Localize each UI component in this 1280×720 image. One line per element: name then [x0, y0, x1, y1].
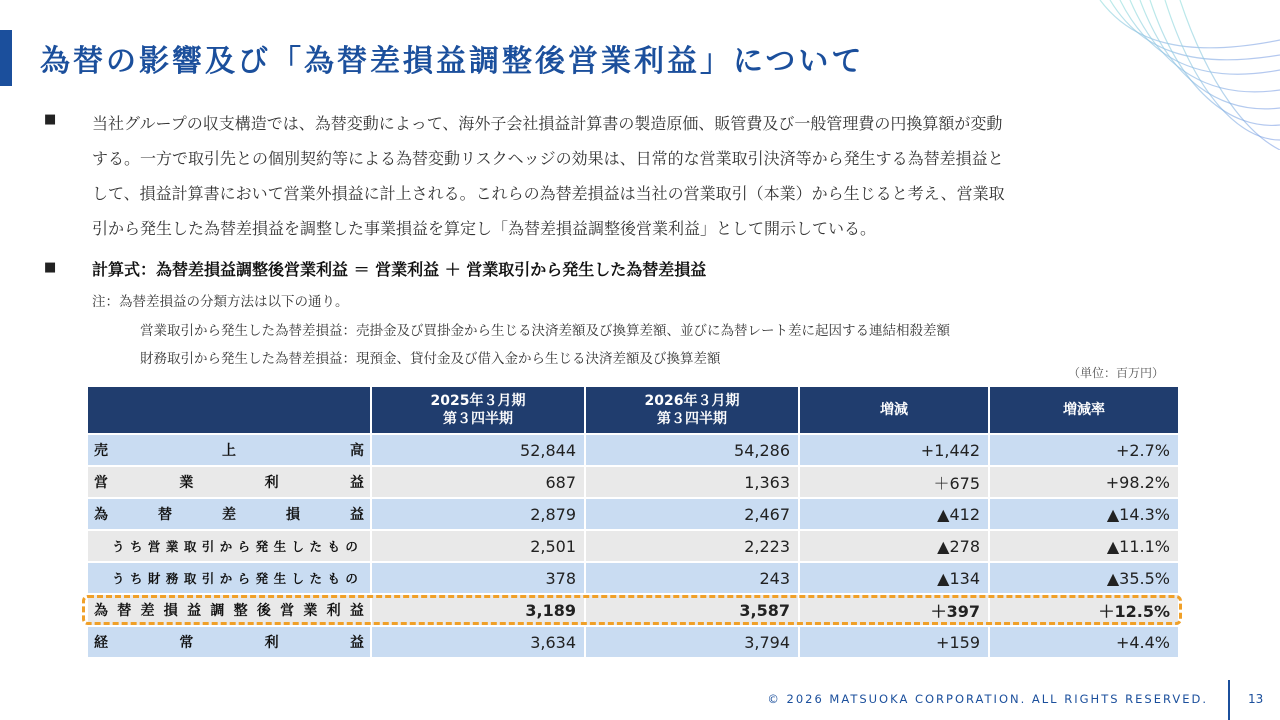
table-row — [87, 594, 1179, 626]
note-financial: 財務取引から発生した為替差損益：現預金、貸付金及び借入金から生じる決済差額及び換算差額 — [140, 351, 721, 367]
value-cell: ▲35.5% — [989, 562, 1179, 594]
label-char: 引 — [201, 571, 215, 586]
value-cell: +98.2% — [989, 466, 1179, 498]
label-char: 益 — [349, 635, 364, 651]
value-cell: 378 — [371, 562, 585, 594]
value-cell: +4.4% — [989, 626, 1179, 658]
header-text: 第３四半期 — [657, 411, 727, 427]
value-cell: 2,223 — [585, 530, 799, 562]
header-change: 増減 — [799, 386, 989, 434]
value-cell: 54,286 — [585, 434, 799, 466]
label-char: 生 — [273, 539, 287, 554]
value-cell: 243 — [585, 562, 799, 594]
table-row — [87, 530, 1179, 562]
page-title: 為替の影響及び「為替差損益調整後営業利益」について — [40, 44, 865, 79]
label-char: た — [309, 539, 322, 554]
label-char: 営 — [94, 475, 108, 491]
row-label-text — [94, 504, 364, 524]
fx-adjusted-profit-table — [86, 385, 1180, 659]
label-char: か — [219, 571, 233, 586]
label-char: 務 — [165, 571, 179, 586]
label-char: 為 — [94, 603, 108, 619]
value-cell: +1,442 — [799, 434, 989, 466]
label-char: 益 — [187, 603, 202, 619]
label-char: 利 — [326, 603, 341, 619]
description-paragraph — [92, 106, 1172, 246]
value-cell: ＋675 — [799, 466, 989, 498]
label-char: 替 — [158, 507, 172, 523]
copyright-footer: © 2026 MATSUOKA CORPORATION. ALL RIGHTS RESERVED. — [767, 692, 1208, 706]
paragraph-line: する。一方で取引先との個別契約等による為替変動リスクヘッジの効果は、日常的な営業取引決済等から発生する為替差損益と — [92, 149, 1004, 168]
value-cell: 52,844 — [371, 434, 585, 466]
value-cell: ▲412 — [799, 498, 989, 530]
label-char: 利 — [264, 475, 279, 491]
bullet-icon: ■ — [44, 112, 57, 127]
row-label — [87, 626, 371, 658]
label-char: 損 — [286, 507, 300, 523]
row-label — [87, 594, 371, 626]
label-char: 益 — [349, 475, 364, 491]
label-char: 益 — [349, 603, 364, 619]
row-label — [87, 434, 371, 466]
label-char: も — [327, 571, 340, 586]
label-char: の — [345, 571, 358, 586]
label-char: ら — [237, 539, 251, 554]
row-label — [87, 530, 371, 562]
header-text: 第３四半期 — [443, 411, 513, 427]
label-char: 替 — [117, 603, 132, 619]
header-change-rate: 増減率 — [989, 386, 1179, 434]
table-row — [87, 466, 1179, 498]
row-label-text — [94, 600, 364, 620]
footer-divider — [1228, 680, 1230, 720]
bullet-icon: ■ — [44, 260, 57, 275]
paragraph-line: 引から発生した為替差損益を調整した事業損益を算定し「為替差損益調整後営業利益」として開示している。 — [92, 219, 877, 238]
value-cell: 2,501 — [371, 530, 585, 562]
value-cell: 2,879 — [371, 498, 585, 530]
value-cell: 3,794 — [585, 626, 799, 658]
value-cell: +2.7% — [989, 434, 1179, 466]
table-row — [87, 498, 1179, 530]
label-char: ら — [237, 571, 251, 586]
label-char: 整 — [233, 603, 248, 619]
header-fy2025 — [371, 386, 585, 434]
label-char: か — [219, 539, 233, 554]
table-row — [87, 434, 1179, 466]
row-label — [87, 498, 371, 530]
label-char: の — [345, 539, 358, 554]
label-char: 業 — [303, 603, 318, 619]
label-char: 引 — [201, 539, 215, 554]
label-char: う — [112, 539, 125, 554]
label-char: し — [291, 571, 305, 586]
label-char: 業 — [179, 475, 194, 491]
label-char: 為 — [94, 507, 108, 523]
value-cell: 687 — [371, 466, 585, 498]
label-char: 差 — [140, 603, 155, 619]
label-char: 業 — [165, 539, 179, 554]
header-text: 2026年３月期 — [644, 393, 740, 409]
label-char: た — [309, 571, 322, 586]
value-cell: ▲134 — [799, 562, 989, 594]
label-char: ち — [129, 539, 143, 554]
value-cell: 3,634 — [371, 626, 585, 658]
label-char: し — [291, 539, 305, 554]
value-cell: 3,587 — [585, 594, 799, 626]
label-char: 損 — [163, 603, 178, 619]
label-char: 差 — [222, 507, 236, 523]
value-cell: 3,189 — [371, 594, 585, 626]
label-char: 売 — [94, 443, 108, 459]
label-char: も — [327, 539, 340, 554]
unit-label: （単位：百万円） — [1067, 366, 1164, 380]
label-char: 発 — [255, 571, 269, 586]
label-char: 発 — [255, 539, 269, 554]
note-intro: 注：為替差損益の分類方法は以下の通り。 — [92, 294, 349, 310]
formula-text: 計算式：為替差損益調整後営業利益 ＝ 営業利益 ＋ 営業取引から発生した為替差損益 — [92, 260, 707, 279]
row-label-text — [94, 632, 364, 652]
paragraph-line: 当社グループの収支構造では、為替変動によって、海外子会社損益計算書の製造原価、販管費及び一般管理費の円換算額が変動 — [92, 114, 1003, 133]
label-char: 取 — [183, 571, 197, 586]
row-label-text — [94, 440, 364, 460]
table-header-row — [87, 386, 1179, 434]
row-label-text — [94, 569, 364, 587]
label-char: 高 — [350, 443, 364, 459]
value-cell: ▲14.3% — [989, 498, 1179, 530]
row-label — [87, 466, 371, 498]
row-label-text — [94, 472, 364, 492]
value-cell: ▲278 — [799, 530, 989, 562]
label-char: ち — [129, 571, 143, 586]
note-operating: 営業取引から発生した為替差損益：売掛金及び買掛金から生じる決済差額及び換算差額、並びに為替レート差に起因する連結相殺差額 — [140, 323, 950, 339]
table-row — [87, 562, 1179, 594]
row-label — [87, 562, 371, 594]
label-char: う — [112, 571, 125, 586]
label-char: 調 — [210, 603, 225, 619]
label-char: 取 — [183, 539, 197, 554]
value-cell: ＋12.5% — [989, 594, 1179, 626]
label-char: 後 — [256, 603, 271, 619]
label-char: 上 — [222, 443, 236, 459]
label-char: 経 — [94, 635, 108, 651]
label-char: 財 — [147, 571, 161, 586]
table-row — [87, 626, 1179, 658]
title-accent-bar — [0, 30, 12, 86]
value-cell: +159 — [799, 626, 989, 658]
label-char: 営 — [147, 539, 161, 554]
value-cell: ▲11.1% — [989, 530, 1179, 562]
header-fy2026 — [585, 386, 799, 434]
label-char: 生 — [273, 571, 287, 586]
label-char: 営 — [280, 603, 295, 619]
label-char: 常 — [179, 635, 194, 651]
value-cell: 2,467 — [585, 498, 799, 530]
row-label-text — [94, 537, 364, 555]
value-cell: 1,363 — [585, 466, 799, 498]
value-cell: ＋397 — [799, 594, 989, 626]
page-number: 13 — [1248, 692, 1264, 706]
header-label-cell — [87, 386, 371, 434]
label-char: 益 — [350, 507, 364, 523]
header-text: 2025年３月期 — [430, 393, 526, 409]
label-char: 利 — [264, 635, 279, 651]
paragraph-line: して、損益計算書において営業外損益に計上される。これらの為替差損益は当社の営業取引（本業）から生じると考え、営業取 — [92, 184, 1005, 203]
